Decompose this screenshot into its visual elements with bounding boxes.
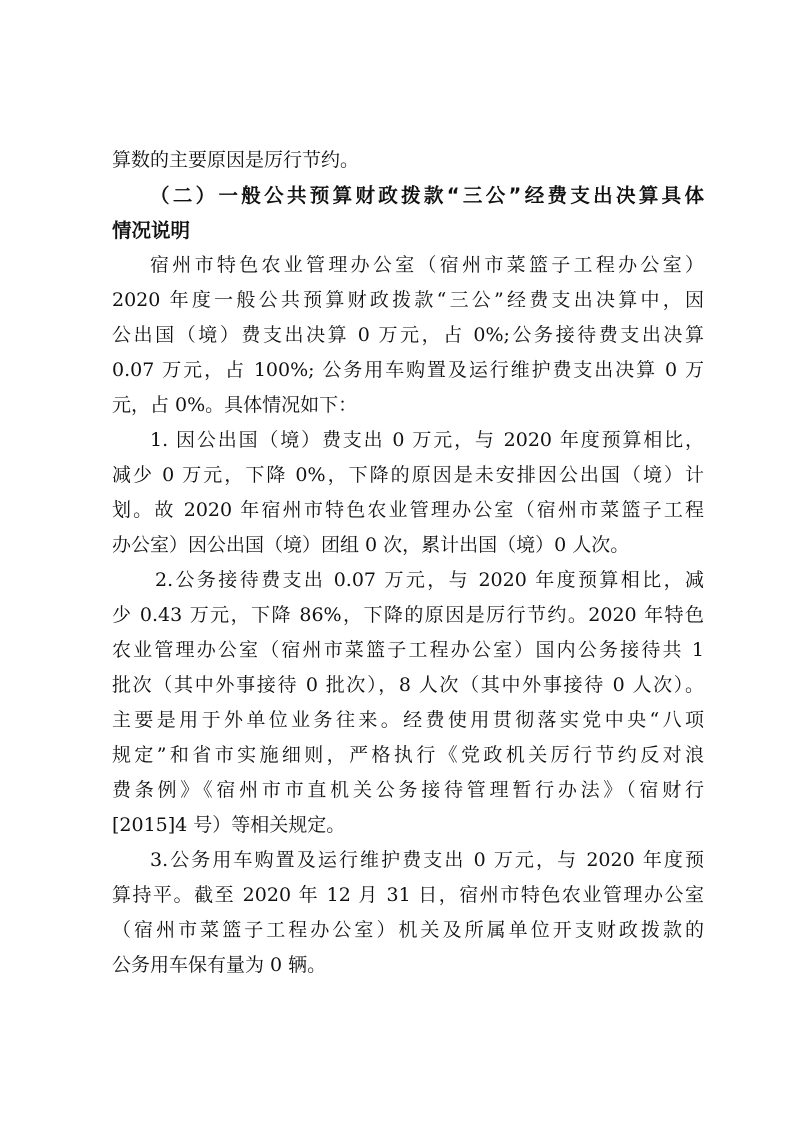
text-line: [2015]4 号）等相关规定。 — [112, 814, 346, 836]
text-line: 宿州市特色农业管理办公室（宿州市菜篮子工程办公室） — [150, 254, 704, 276]
text-line: 1. 因公出国（境）费支出 0 万元，与 2020 年度预算相比， — [150, 429, 704, 451]
text-line: 主要是用于外单位业务往来。经费使用贯彻落实党中央“八项 — [112, 709, 704, 731]
paragraph-overseas-travel — [112, 423, 704, 563]
text-line: 算数的主要原因是厉行节约。 — [112, 149, 360, 171]
text-line: 农业管理办公室（宿州市菜篮子工程办公室）国内公务接待共 1 — [112, 639, 704, 661]
text-line: 公出国（境）费支出决算 0 万元，占 0%;公务接待费支出决算 — [112, 324, 704, 346]
text-line: 划。故 2020 年宿州市特色农业管理办公室（宿州市菜篮子工程 — [112, 499, 704, 521]
text-line: 公务用车保有量为 0 辆。 — [112, 954, 327, 976]
text-line: 2.公务接待费支出 0.07 万元，与 2020 年度预算相比，减 — [155, 569, 704, 591]
text-line: 办公室）因公出国（境）团组 0 次，累计出国（境）0 人次。 — [112, 534, 630, 556]
text-line: 费条例》《宿州市市直机关公务接待管理暂行办法》（宿财行 — [112, 779, 704, 801]
text-line: （宿州市菜篮子工程办公室）机关及所属单位开支财政拨款的 — [112, 919, 704, 941]
text-line: 减少 0 万元，下降 0%，下降的原因是未安排因公出国（境）计 — [112, 464, 704, 486]
text-line: 规定”和省市实施细则，严格执行《党政机关厉行节约反对浪 — [112, 744, 704, 766]
document-body — [112, 143, 704, 983]
paragraph-continuation — [112, 143, 704, 178]
text-line: 2020 年度一般公共预算财政拨款“三公”经费支出决算中，因 — [112, 289, 704, 311]
text-line: 批次（其中外事接待 0 批次），8 人次（其中外事接待 0 人次）。 — [112, 674, 704, 696]
section-heading — [112, 178, 704, 248]
text-line: 元，占 0%。具体情况如下： — [112, 394, 358, 416]
paragraph-summary — [112, 248, 704, 423]
paragraph-vehicles — [112, 843, 704, 983]
heading-line: （二）一般公共预算财政拨款“三公”经费支出决算具体 — [150, 184, 704, 207]
paragraph-reception — [112, 563, 704, 843]
text-line: 算持平。截至 2020 年 12 月 31 日，宿州市特色农业管理办公室 — [112, 884, 704, 906]
text-line: 0.07 万元，占 100%; 公务用车购置及运行维护费支出决算 0 万 — [112, 359, 704, 381]
text-line: 少 0.43 万元，下降 86%，下降的原因是厉行节约。2020 年特色 — [112, 604, 704, 626]
heading-line: 情况说明 — [112, 219, 191, 242]
text-line: 3.公务用车购置及运行维护费支出 0 万元，与 2020 年度预 — [150, 849, 704, 871]
